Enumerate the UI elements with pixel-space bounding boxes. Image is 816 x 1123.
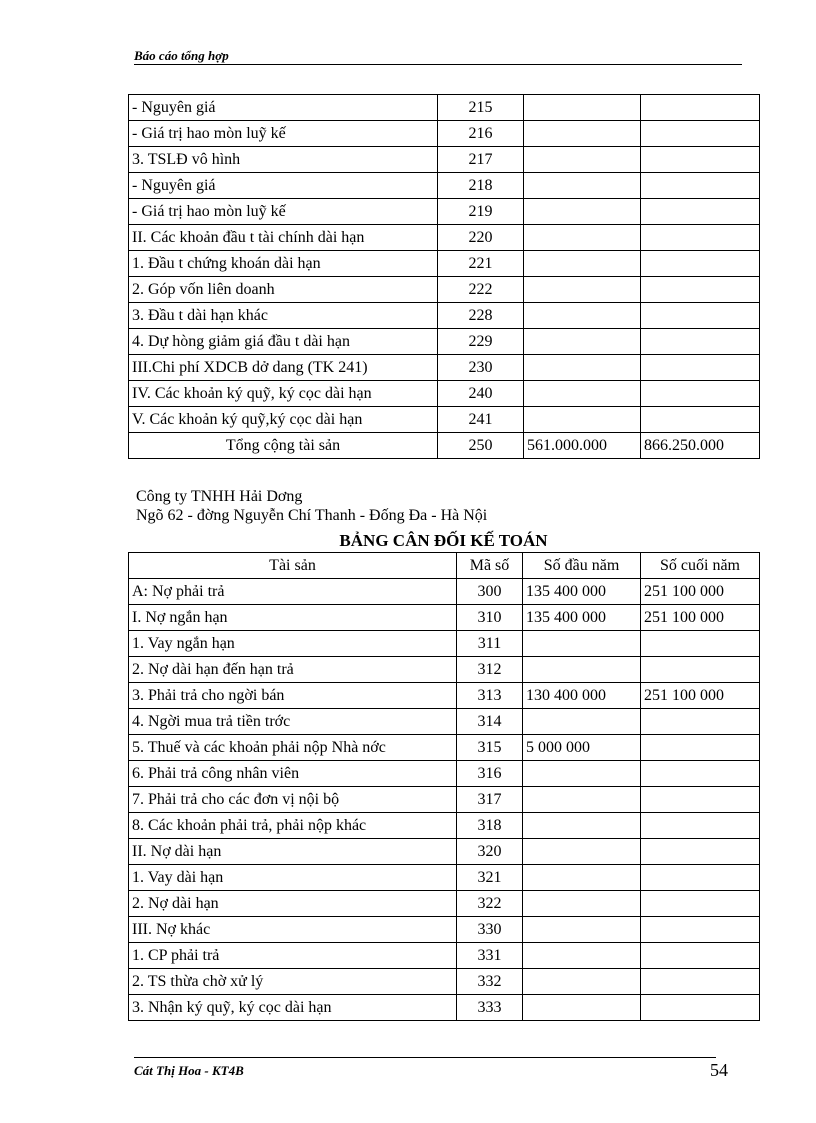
cell-item: IV. Các khoản ký quỹ, ký cọc dài hạn [129,381,438,407]
table-row [129,631,760,657]
cell-end [641,917,760,943]
cell-code: 310 [457,605,523,631]
cell-begin [524,303,641,329]
cell-item: - Giá trị hao mòn luỹ kế [129,199,438,225]
cell-code: 228 [438,303,524,329]
cell-end: 251 100 000 [641,605,760,631]
cell-code: 229 [438,329,524,355]
table-row [129,891,760,917]
cell-end [641,277,760,303]
cell-item: 2. Nợ dài hạn [129,891,457,917]
cell-end: 251 100 000 [641,579,760,605]
cell-code: 241 [438,407,524,433]
cell-begin: 130 400 000 [523,683,641,709]
header-code: Mã số [457,553,523,579]
cell-code: 313 [457,683,523,709]
table-row [129,277,760,303]
page-number: 54 [710,1060,728,1080]
cell-code: 217 [438,147,524,173]
cell-begin [523,709,641,735]
table-row [129,969,760,995]
table-row [129,683,760,709]
cell-begin [524,355,641,381]
cell-item: 2. Góp vốn liên doanh [129,277,438,303]
table-row [129,709,760,735]
cell-end [641,813,760,839]
header-end: Số cuối năm [641,553,760,579]
cell-code: 311 [457,631,523,657]
table-row [129,199,760,225]
cell-item: - Nguyên giá [129,173,438,199]
total-label: Tổng cộng tài sản [129,433,438,459]
total-row [129,433,760,459]
cell-code: 240 [438,381,524,407]
cell-begin [523,657,641,683]
cell-item: 2. Nợ dài hạn đến hạn trả [129,657,457,683]
cell-begin [523,787,641,813]
cell-item: 1. CP phải trả [129,943,457,969]
cell-begin [523,891,641,917]
cell-begin [524,329,641,355]
cell-code: 218 [438,173,524,199]
cell-end [641,891,760,917]
cell-end [641,865,760,891]
cell-code: 220 [438,225,524,251]
cell-code: 316 [457,761,523,787]
table-row [129,605,760,631]
cell-end [641,355,760,381]
table-row [129,147,760,173]
cell-code: 322 [457,891,523,917]
table-row [129,579,760,605]
cell-item: 1. Vay ngắn hạn [129,631,457,657]
table-row [129,381,760,407]
table-row [129,173,760,199]
cell-code: 312 [457,657,523,683]
cell-item: 1. Đầu t chứng khoán dài hạn [129,251,438,277]
cell-begin [524,277,641,303]
cell-code: 219 [438,199,524,225]
cell-item: 3. TSLĐ vô hình [129,147,438,173]
total-code: 250 [438,433,524,459]
cell-end [641,709,760,735]
cell-begin [523,995,641,1021]
cell-code: 333 [457,995,523,1021]
footer-rule [134,1057,716,1058]
cell-code: 331 [457,943,523,969]
total-end: 866.250.000 [641,433,760,459]
cell-end: 251 100 000 [641,683,760,709]
balance-sheet-table [128,552,760,1021]
table-row [129,995,760,1021]
table-row [129,943,760,969]
cell-item: II. Các khoản đầu t tài chính dài hạn [129,225,438,251]
cell-code: 317 [457,787,523,813]
cell-item: 4. Ngời mua trả tiền trớc [129,709,457,735]
cell-code: 300 [457,579,523,605]
cell-code: 230 [438,355,524,381]
cell-begin [524,95,641,121]
cell-end [641,199,760,225]
cell-begin [524,225,641,251]
total-begin: 561.000.000 [524,433,641,459]
cell-item: 3. Nhận ký quỹ, ký cọc dài hạn [129,995,457,1021]
cell-begin [524,381,641,407]
cell-item: 8. Các khoản phải trả, phải nộp khác [129,813,457,839]
table-row [129,121,760,147]
cell-end [641,147,760,173]
company-name: Công ty TNHH Hải Dơng [136,488,303,505]
cell-code: 330 [457,917,523,943]
cell-item: - Giá trị hao mòn luỹ kế [129,121,438,147]
table-row [129,355,760,381]
table-row [129,813,760,839]
cell-item: 5. Thuế và các khoản phải nộp Nhà nớc [129,735,457,761]
table-row [129,657,760,683]
cell-begin [523,761,641,787]
cell-item: 3. Đầu t dài hạn khác [129,303,438,329]
cell-begin [523,943,641,969]
cell-begin: 135 400 000 [523,579,641,605]
cell-item: 7. Phải trả cho các đơn vị nội bộ [129,787,457,813]
cell-code: 216 [438,121,524,147]
cell-begin [524,173,641,199]
cell-item: I. Nợ ngắn hạn [129,605,457,631]
cell-end [641,225,760,251]
cell-item: 6. Phải trả công nhân viên [129,761,457,787]
cell-begin [523,813,641,839]
cell-begin [524,121,641,147]
cell-begin [524,199,641,225]
header-rule [134,64,742,65]
cell-begin [523,631,641,657]
cell-end [641,787,760,813]
cell-end [641,735,760,761]
cell-item: 2. TS thừa chờ xử lý [129,969,457,995]
cell-begin [523,969,641,995]
cell-code: 332 [457,969,523,995]
header-title: Báo cáo tổng hợp [134,48,229,63]
cell-end [641,303,760,329]
cell-begin: 135 400 000 [523,605,641,631]
cell-end [641,121,760,147]
cell-code: 221 [438,251,524,277]
cell-begin [524,147,641,173]
cell-end [641,381,760,407]
table-row [129,225,760,251]
cell-code: 222 [438,277,524,303]
cell-item: II. Nợ dài hạn [129,839,457,865]
company-address: Ngõ 62 - đờng Nguyễn Chí Thanh - Đống Đa - Hà Nội [136,507,488,524]
cell-begin [524,407,641,433]
cell-end [641,761,760,787]
table-row [129,839,760,865]
cell-item: V. Các khoản ký quỹ,ký cọc dài hạn [129,407,438,433]
cell-begin [523,865,641,891]
cell-begin [524,251,641,277]
header-asset: Tài sản [129,553,457,579]
cell-end [641,839,760,865]
table-row [129,787,760,813]
table-row [129,329,760,355]
cell-begin [523,917,641,943]
cell-code: 320 [457,839,523,865]
cell-item: 1. Vay dài hạn [129,865,457,891]
cell-end [641,173,760,199]
cell-code: 314 [457,709,523,735]
cell-end [641,969,760,995]
cell-begin [523,839,641,865]
header-begin: Số đầu năm [523,553,641,579]
cell-item: A: Nợ phải trả [129,579,457,605]
cell-end [641,407,760,433]
cell-code: 215 [438,95,524,121]
table-row [129,95,760,121]
asset-table-continued [128,94,760,459]
cell-end [641,995,760,1021]
cell-code: 318 [457,813,523,839]
table-row [129,303,760,329]
table-header-row [129,553,760,579]
cell-end [641,657,760,683]
cell-code: 321 [457,865,523,891]
cell-end [641,251,760,277]
table-row [129,251,760,277]
cell-end [641,943,760,969]
company-info [136,487,487,525]
balance-sheet-title: BẢNG CÂN ĐỐI KẾ TOÁN [339,531,548,550]
footer-author: Cát Thị Hoa - KT4B [134,1063,244,1078]
table-row [129,917,760,943]
cell-item: III.Chi phí XDCB dở dang (TK 241) [129,355,438,381]
cell-item: 4. Dự hòng giảm giá đầu t dài hạn [129,329,438,355]
table-row [129,761,760,787]
cell-end [641,95,760,121]
cell-item: III. Nợ khác [129,917,457,943]
cell-end [641,329,760,355]
cell-item: - Nguyên giá [129,95,438,121]
cell-begin: 5 000 000 [523,735,641,761]
table-row [129,407,760,433]
table-row [129,735,760,761]
cell-item: 3. Phải trả cho ngời bán [129,683,457,709]
table-row [129,865,760,891]
cell-code: 315 [457,735,523,761]
cell-end [641,631,760,657]
